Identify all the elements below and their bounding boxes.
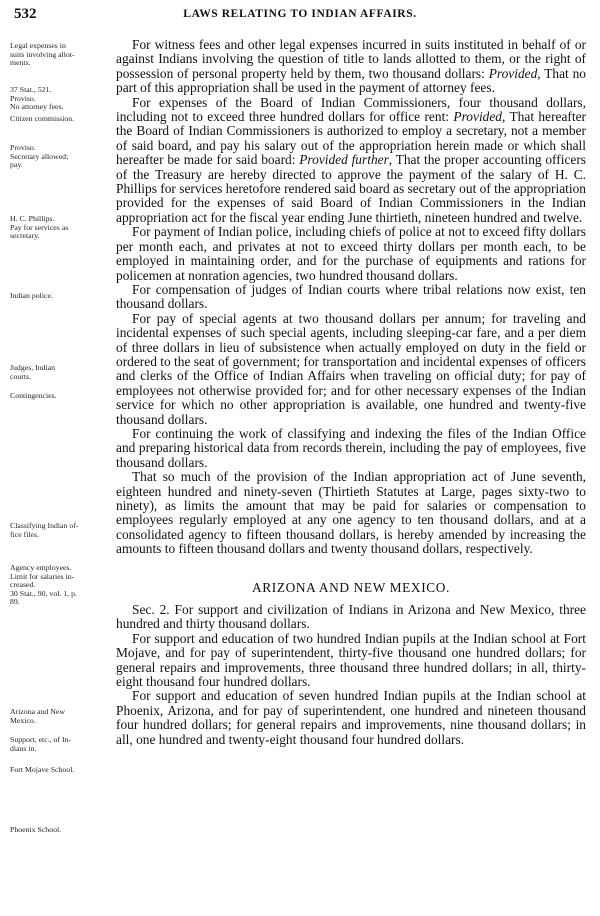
- margin-note: H. C. Phillips. Pay for services as secretary.: [10, 214, 69, 241]
- paragraph: For witness fees and other legal expenses incurred in suits instituted in behalf of or against Indians involving the question of title to lands allotted to them, or the right of possession of personal property held by them, two thousand dollars: Provided, That no part of this appropriation shall be used in the payment of attorney fees.: [116, 37, 586, 96]
- margin-note: Support, etc., of In- dians in.: [10, 735, 72, 753]
- margin-note: Phoenix School.: [10, 825, 62, 834]
- margin-note: Proviso. Secretary allowed; pay.: [10, 143, 69, 170]
- margin-note: Indian police.: [10, 291, 53, 300]
- margin-note: Classifying Indian of- fice files.: [10, 521, 79, 539]
- page-title: LAWS RELATING TO INDIAN AFFAIRS.: [183, 8, 417, 20]
- page-number: 532: [14, 6, 37, 22]
- paragraph: For continuing the work of classifying and indexing the files of the Indian Office and preparing historical data from records therein, including the pay of employees, five thousand dollars.: [116, 425, 586, 470]
- paragraph: For compensation of judges of Indian courts where tribal relations now exist, ten thousand dollars.: [116, 281, 586, 312]
- paragraph: For support and education of seven hundred Indian pupils at the Indian school at Phoenix, Arizona, and for pay of superintendent, one hundred and nineteen thousand four hundred dollars; for general repairs and improvements, nine thousand dollars; in all, one hundred and twenty-eight thousand four hundred dollars.: [116, 688, 586, 747]
- margin-note: 37 Stat., 521. Proviso. No attorney fees.: [10, 85, 64, 112]
- margin-note: Agency employees. Limit for salaries in- creased. 30 Stat., 90, vol. 1, p. 89.: [10, 563, 77, 607]
- margin-notes: [10, 0, 114, 916]
- margin-note: Contingencies.: [10, 391, 57, 400]
- margin-note: Fort Mojave School.: [10, 765, 75, 774]
- paragraph: For support and education of two hundred Indian pupils at the Indian school at Fort Mojave, and for pay of superintendent, thirty-five thousand one hundred dollars; for general repairs and improvements, three thousand three hundred dollars; in all, thirty-eight thousand four hundred dollars.: [116, 630, 586, 690]
- paragraph: For expenses of the Board of Indian Commissioners, four thousand dollars, including not to exceed three hundred dollars for office rent: Provided, That hereafter the Board of Indian Commissioners is authorized to employ a secretary, not a member of said board, and pay his salary out of the appropriation herein made or which shall hereafter be made for said board: Provided further, That the proper accounting officers of the Treasury are hereby directed to approve the payment of the salary of H. C. Phillips for services heretofore rendered said board as secretary out of the appropriation provided for the expenses of said Board of Indian Commissioners in the Indian appropriation act for the fiscal year ending June thirtieth, nineteen hundred and twelve.: [116, 94, 586, 225]
- paragraph: For payment of Indian police, including chiefs of police at not to exceed fifty dollars per month each, and privates at not to exceed thirty dollars per month each, to be employed in maintaining order, and for the purchase of equipments and rations for policemen at nonration agencies, two hundred thousand dollars.: [116, 224, 586, 283]
- body-text: [116, 38, 586, 747]
- margin-note: Judges, Indian courts.: [10, 363, 56, 381]
- paragraph: That so much of the provision of the Indian appropriation act of June seventh, eighteen hundred and ninety-seven (Thirtieth Statutes at Large, pages sixty-two to ninety), as limits the amount that may be paid for salaries or compensation to employees regularly employed at any one agency to ten thousand dollars, and at a consolidated agency to fifteen thousand dollars, is hereby amended by increasing the amounts to fifteen thousand dollars and twenty thousand dollars, respectively.: [116, 469, 586, 557]
- section-heading: ARIZONA AND NEW MEXICO.: [251, 579, 451, 595]
- paragraph: Sec. 2. For support and civilization of Indians in Arizona and New Mexico, three hundred and thirty thousand dollars.: [116, 602, 586, 632]
- margin-note: Citizen commission.: [10, 114, 75, 123]
- paragraph: For pay of special agents at two thousand dollars per annum; for traveling and incidental expenses of such special agents, including sleeping-car fare, and a per diem of three dollars in lieu of subsistence when actually employed on duty in the field or ordered to the seat of government; for transportation and incidental expenses of officers and clerks of the Office of Indian Affairs when traveling on official duty; for pay of employees not otherwise provided for; and for other necessary expenses of the Indian service for which no other appropriation is available, one hundred and twenty-five thousand dollars.: [116, 310, 586, 427]
- margin-note: Legal expenses in suits involving allot- ments.: [10, 41, 75, 68]
- margin-note: Arizona and New Mexico.: [10, 707, 65, 725]
